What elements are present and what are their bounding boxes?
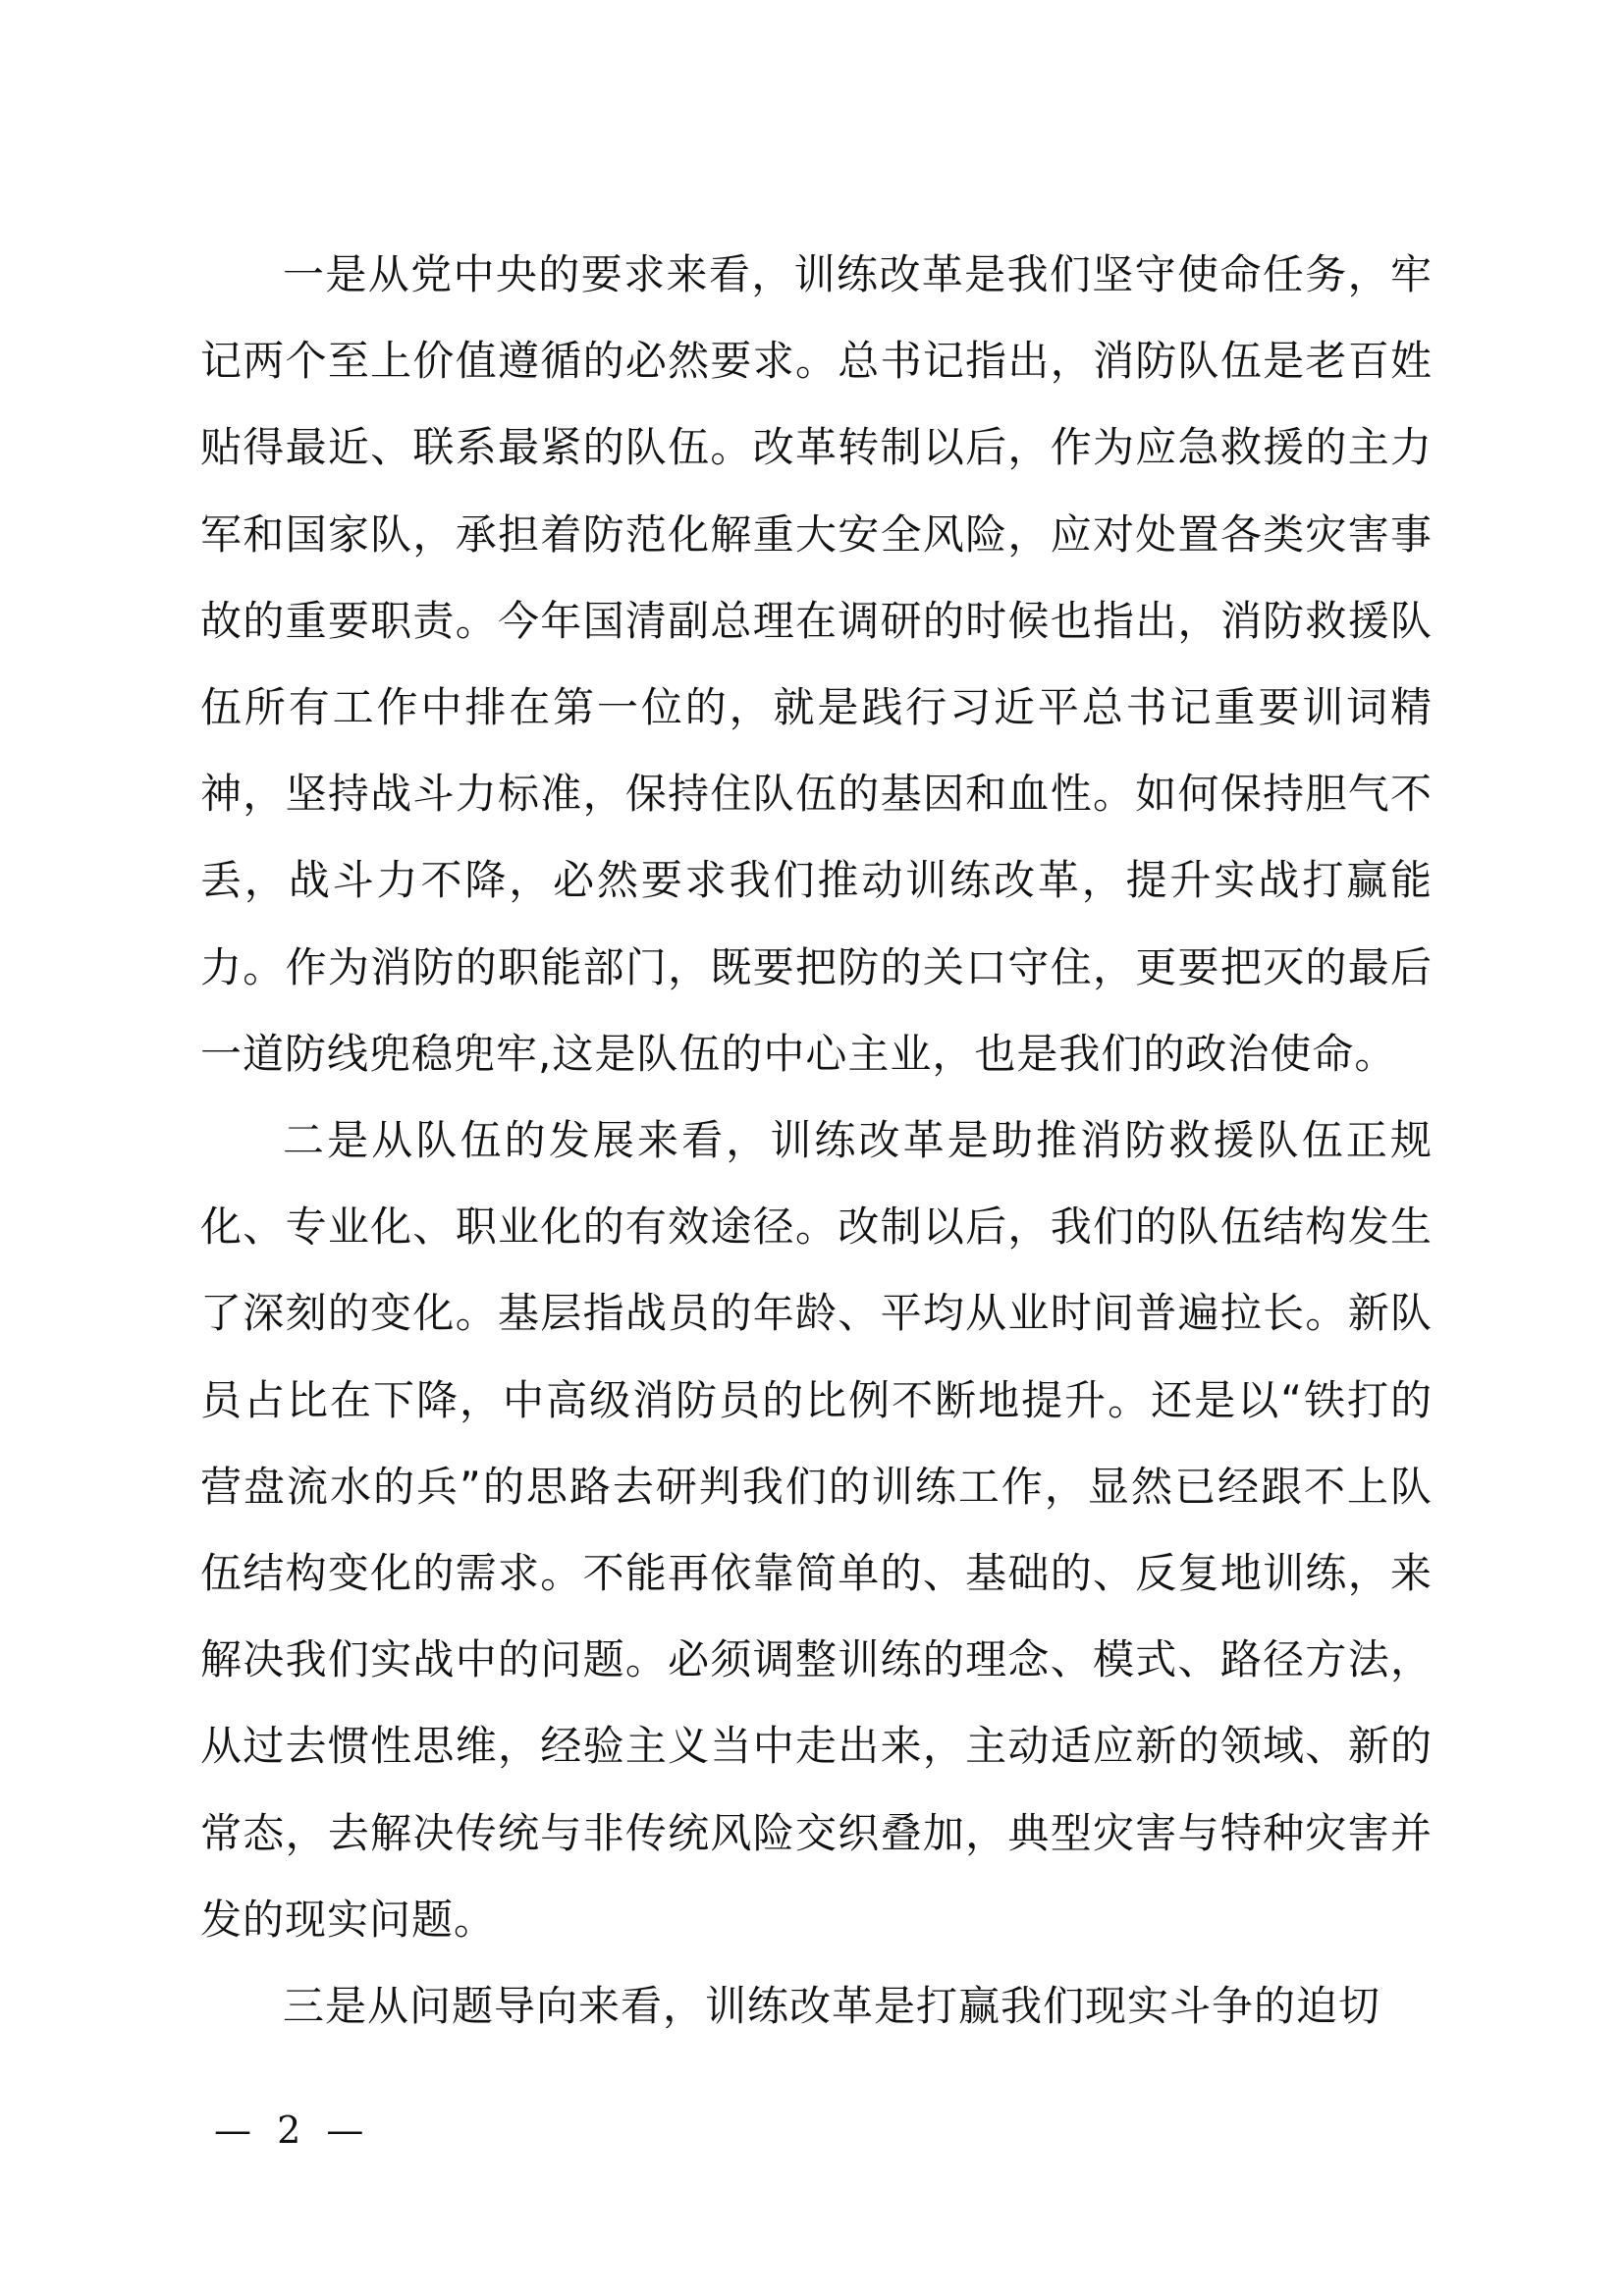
- page-footer: [214, 2109, 363, 2152]
- document-body: [200, 232, 1433, 2050]
- page-number: 2: [277, 2109, 301, 2152]
- paragraph-1: 一是从党中央的要求来看，训练改革是我们坚守使命任务，牢记两个至上价值遵循的必然要求。总书记指出，消防队伍是老百姓贴得最近、联系最紧的队伍。改革转制以后，作为应急救援的主力军和国家队，承担着防范化解重大安全风险，应对处置各类灾害事故的重要职责。今年国清副总理在调研的时候也指出，消防救援队伍所有工作中排在第一位的，就是践行习近平总书记重要训词精神，坚持战斗力标准，保持住队伍的基因和血性。如何保持胆气不丢，战斗力不降，必然要求我们推动训练改革，提升实战打赢能力。作为消防的职能部门，既要把防的关口守住，更要把灭的最后一道防线兜稳兜牢,这是队伍的中心主业，也是我们的政治使命。: [200, 250, 1433, 1078]
- footer-dash-right: —: [326, 2109, 364, 2152]
- paragraph-2: 二是从队伍的发展来看，训练改革是助推消防救援队伍正规化、专业化、职业化的有效途径。改制以后，我们的队伍结构发生了深刻的变化。基层指战员的年龄、平均从业时间普遍拉长。新队员占比在下降，中高级消防员的比例不断地提升。还是以“铁打的营盘流水的兵”的思路去研判我们的训练工作，显然已经跟不上队伍结构变化的需求。不能再依靠简单的、基础的、反复地训练，来解决我们实战中的问题。必须调整训练的理念、模式、路径方法，从过去惯性思维，经验主义当中走出来，主动适应新的领域、新的常态，去解决传统与非传统风险交织叠加，典型灾害与特种灾害并发的现实问题。: [200, 1116, 1433, 1944]
- paragraph-3: 三是从问题导向来看，训练改革是打赢我们现实斗争的迫切: [283, 1982, 1381, 2031]
- footer-dash-left: —: [214, 2109, 251, 2152]
